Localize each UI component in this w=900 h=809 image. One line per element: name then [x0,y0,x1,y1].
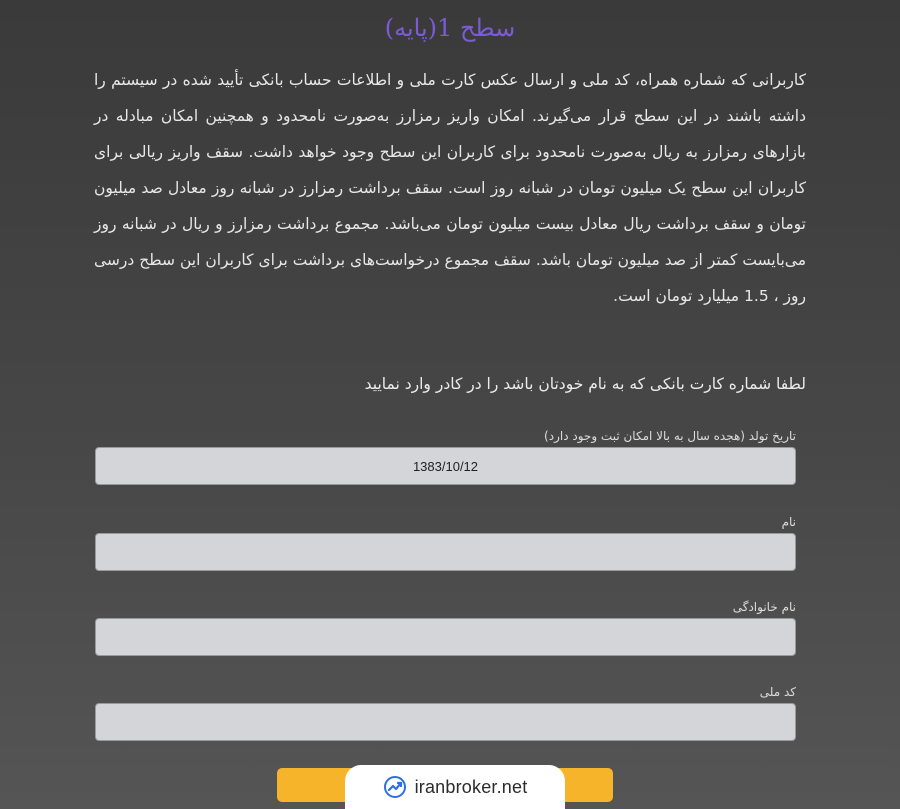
birth-date-input[interactable] [95,447,796,485]
watermark-text: iranbroker.net [414,776,528,797]
page-title: سطح 1(پایه) [384,14,516,42]
trend-chart-icon [383,775,407,799]
first-name-label: نام [781,515,796,529]
national-code-label: کد ملی [759,685,796,699]
birth-date-label: تاریخ تولد (هجده سال به بالا امکان ثبت وجود دارد) [544,429,796,443]
last-name-input[interactable] [95,618,796,656]
national-code-input[interactable] [95,703,796,741]
last-name-label: نام خانوادگی [732,600,796,614]
first-name-input[interactable] [95,533,796,571]
watermark-badge [345,765,565,809]
level-description: کاربرانی که شماره همراه، کد ملی و ارسال عکس کارت ملی و اطلاعات حساب بانکی تأیید شده در سیستم را داشته باشند در این سطح قرار می‌گیرند. امکان واریز رمزارز به‌صورت نامحدود و همچنین امکان مبادله در بازارهای رمزارز به ریال به‌صورت نامحدود برای کاربران این سطح وجود خواهد داشت. سقف واریز ریالی برای کاربران این سطح یک میلیون تومان در شبانه روز است. سقف برداشت رمزارز در شبانه روز معادل صد میلیون تومان و سقف برداشت ریال معادل بیست میلیون تومان می‌باشد. مجموع برداشت رمزارز و ریال در شبانه روز می‌بایست کمتر از صد میلیون تومان باشد. سقف مجموع درخواست‌های برداشت برای کاربران این سطح درسی روز ، 1.5 میلیارد تومان است. [94,71,806,305]
bank-card-instruction: لطفا شماره کارت بانکی که به نام خودتان باشد را در کادر وارد نمایید [364,375,806,393]
